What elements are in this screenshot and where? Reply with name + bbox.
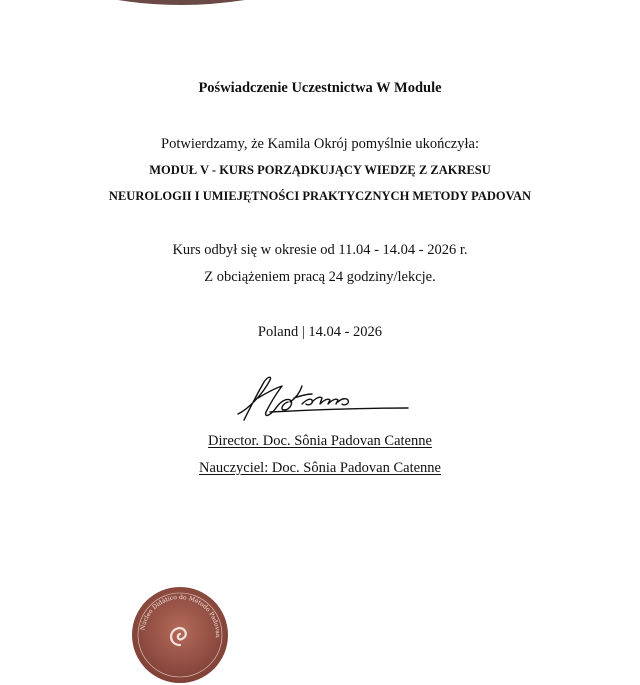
teacher-signature-line: [0, 460, 640, 477]
certificate-title: Poświadczenie Uczestnictwa W Module: [198, 80, 442, 96]
teacher-name: Nauczyciel: Doc. Sônia Padovan Catenne: [199, 460, 441, 476]
director-signature-line: [0, 433, 640, 450]
svg-text:Núcleo Didático do Método Pado: Núcleo Didático do Método Padovan: [139, 593, 222, 638]
course-period-text: Kurs odbył się w okresie od 11.04 - 14.04 - 2026 r.: [172, 242, 468, 258]
director-name: Director. Doc. Sônia Padovan Catenne: [208, 433, 432, 449]
handwritten-signature: [230, 368, 420, 428]
institution-seal-logo: [130, 585, 230, 685]
course-workload-text: Z obciążeniem pracą 24 godziny/lekcje.: [204, 269, 436, 285]
module-name-line-1: MODUŁ V - KURS PORZĄDKUJĄCY WIEDZĘ Z ZAKRESU: [149, 163, 491, 177]
confirmation-text: Potwierdzamy, że Kamila Okrój pomyślnie ukończyła:: [161, 136, 479, 152]
place-date-text: Poland | 14.04 - 2026: [257, 324, 383, 340]
module-name-line-2: NEUROLOGII I UMIEJĘTNOŚCI PRAKTYCZNYCH METODY PADOVAN: [108, 189, 532, 203]
